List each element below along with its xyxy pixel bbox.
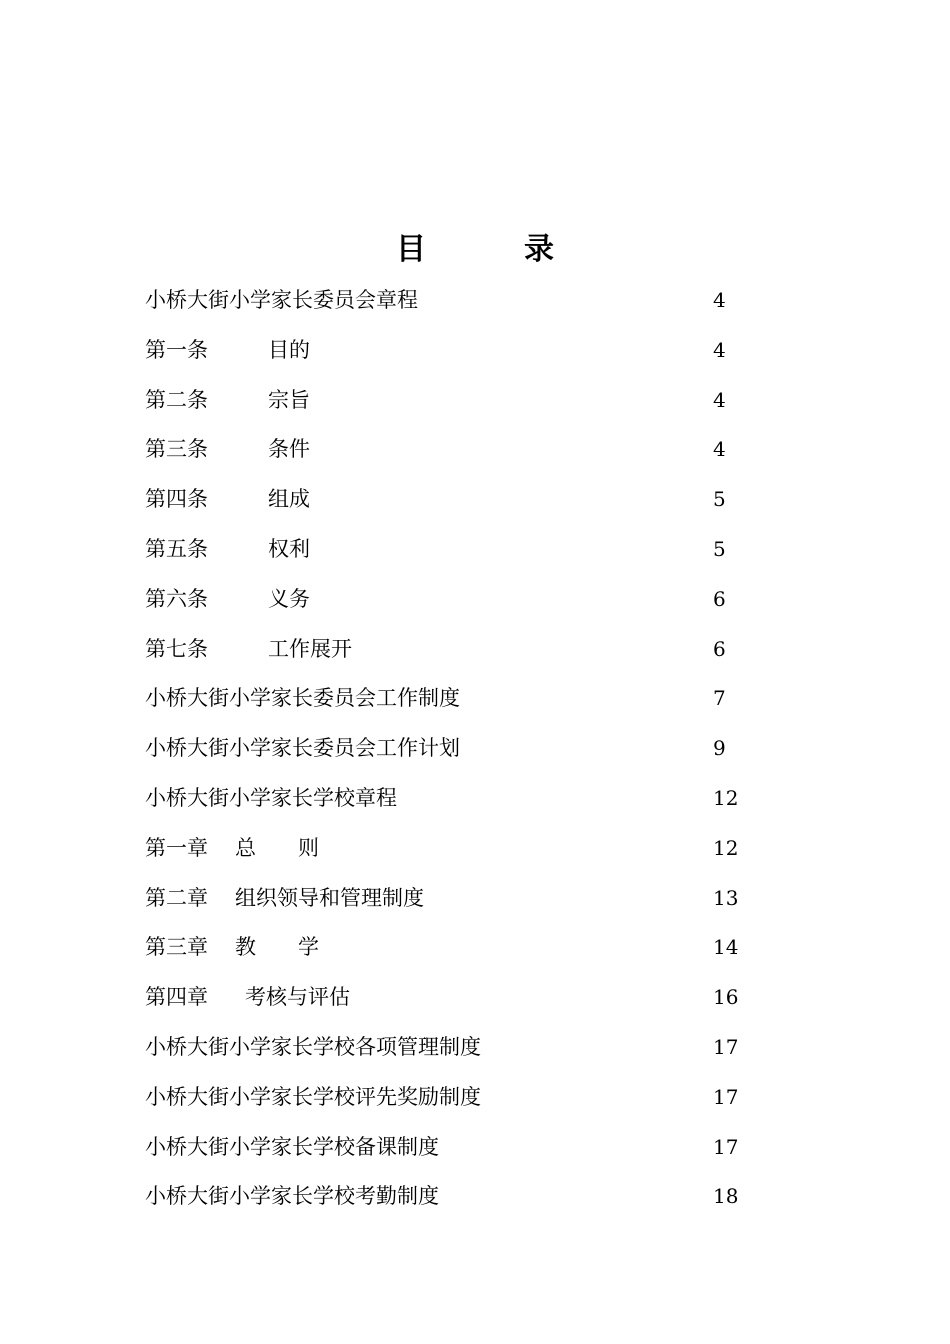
toc-entry-page: 17: [713, 1134, 739, 1159]
toc-entry-number: 第三条: [145, 437, 208, 462]
toc-entry-text: 总 则: [235, 835, 319, 860]
toc-entry-text: 目的: [268, 337, 310, 362]
toc-entry-text: 教 学: [235, 935, 319, 960]
toc-entry-number: 第三章: [145, 935, 208, 960]
toc-entry-text: 小桥大街小学家长学校各项管理制度: [145, 1034, 481, 1059]
toc-entry[interactable]: [145, 824, 765, 874]
toc-entry-page: 7: [713, 686, 726, 711]
toc-entry-text: 小桥大街小学家长学校备课制度: [145, 1134, 439, 1159]
toc-entry-page: 4: [713, 387, 726, 412]
toc-entry-text: 权利: [268, 536, 310, 561]
toc-entry-page: 17: [713, 1034, 739, 1059]
toc-entry-page: 18: [713, 1184, 739, 1209]
toc-entry-text: 组成: [268, 487, 310, 512]
toc-entry-page: 12: [713, 835, 739, 860]
toc-entry-page: 14: [713, 935, 739, 960]
toc-entry[interactable]: [145, 774, 765, 824]
toc-entry-page: 5: [713, 487, 726, 512]
toc-entry-text: 宗旨: [268, 387, 310, 412]
toc-entry[interactable]: [145, 674, 765, 724]
toc-entry-number: 第二条: [145, 387, 208, 412]
toc-entry[interactable]: [145, 326, 765, 376]
toc-entry-number: 第四条: [145, 487, 208, 512]
toc-entry[interactable]: [145, 625, 765, 675]
toc-entry-number: 第五条: [145, 536, 208, 561]
toc-entry[interactable]: [145, 874, 765, 924]
toc-entry[interactable]: [145, 1023, 765, 1073]
toc-entry-text: 义务: [268, 586, 310, 611]
toc-entry[interactable]: [145, 425, 765, 475]
toc-entry[interactable]: [145, 1073, 765, 1123]
toc-entry[interactable]: [145, 724, 765, 774]
toc-entry[interactable]: [145, 1172, 765, 1222]
toc-entry-page: 5: [713, 536, 726, 561]
toc-entry[interactable]: [145, 575, 765, 625]
toc-entry-number: 第一条: [145, 337, 208, 362]
toc-entry-page: 6: [713, 636, 726, 661]
toc-entry[interactable]: [145, 923, 765, 973]
toc-entry-page: 17: [713, 1084, 739, 1109]
toc-entry[interactable]: [145, 1123, 765, 1173]
toc-entry-number: 第二章: [145, 885, 208, 910]
toc-entry-number: 第一章: [145, 835, 208, 860]
toc-entry-text: 小桥大街小学家长学校章程: [145, 785, 397, 810]
toc-entry-page: 16: [713, 985, 739, 1010]
toc-entry[interactable]: [145, 973, 765, 1023]
toc-entry-text: 小桥大街小学家长学校评先奖励制度: [145, 1084, 481, 1109]
toc-entry-text: 组织领导和管理制度: [235, 885, 424, 910]
toc-entry-number: 第七条: [145, 636, 208, 661]
toc-entry-page: 4: [713, 288, 726, 312]
toc-entry-text: 小桥大街小学家长委员会工作制度: [145, 686, 460, 711]
toc-entry-text: 小桥大街小学家长委员会章程: [145, 288, 418, 312]
toc-entry[interactable]: [145, 276, 765, 326]
toc-entry-page: 4: [713, 437, 726, 462]
toc-entry-number: 第四章: [145, 985, 208, 1010]
toc-entry[interactable]: [145, 376, 765, 426]
toc-list: [145, 276, 765, 1222]
toc-entry[interactable]: [145, 525, 765, 575]
toc-entry-text: 考核与评估: [245, 985, 350, 1010]
toc-entry-text: 小桥大街小学家长委员会工作计划: [145, 736, 460, 761]
toc-entry-page: 9: [713, 736, 726, 761]
toc-entry[interactable]: [145, 475, 765, 525]
toc-entry-text: 工作展开: [268, 636, 352, 661]
toc-entry-number: 第六条: [145, 586, 208, 611]
toc-entry-page: 12: [713, 785, 739, 810]
toc-entry-page: 4: [713, 337, 726, 362]
toc-title: 目 录: [396, 232, 588, 267]
toc-entry-page: 13: [713, 885, 739, 910]
toc-entry-text: 条件: [268, 437, 310, 462]
toc-entry-text: 小桥大街小学家长学校考勤制度: [145, 1184, 439, 1209]
toc-entry-page: 6: [713, 586, 726, 611]
